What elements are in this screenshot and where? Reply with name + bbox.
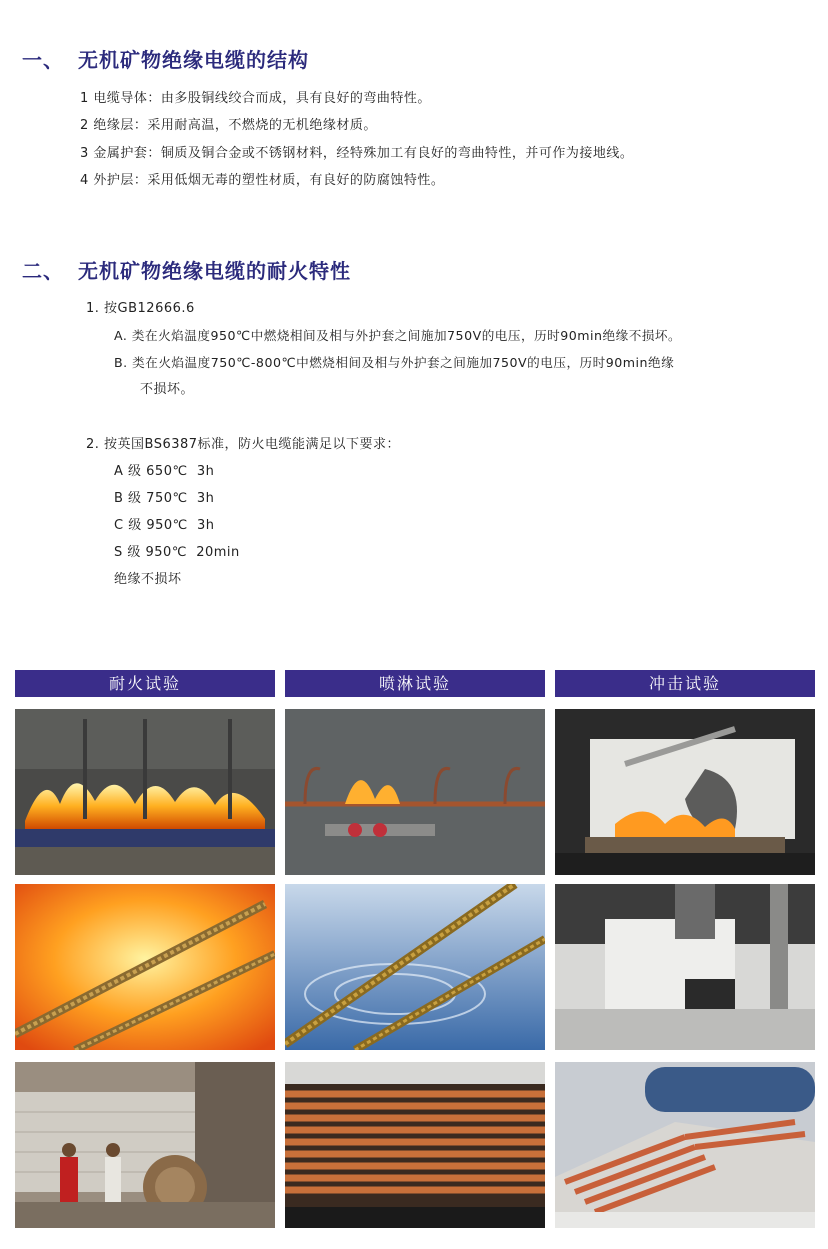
grade-footer: 绝缘不损坏: [114, 572, 182, 587]
structure-item-4: 4 外护层：采用低烟无毒的塑性材质，有良好的防腐蚀特性。: [80, 173, 445, 188]
fire-class-a: A. 类在火焰温度950℃中燃烧相间及相与外护套之间施加750V的电压，历时90min绝缘不损坏。: [114, 328, 682, 343]
section2-number: 二、: [22, 259, 64, 283]
fire-class-b-line2: 不损坏。: [140, 382, 195, 397]
fire-standard-gb-heading: 1. 按GB12666.6: [86, 301, 195, 316]
spray-test-photo-3: [285, 1062, 545, 1228]
fire-class-b-line1: B. 类在火焰温度750℃-800℃中燃烧相间及相与外护套之间施加750V的电压，历时90min绝缘: [114, 355, 675, 370]
section1-title-text: 无机矿物绝缘电缆的结构: [78, 48, 309, 72]
section2-title: [22, 255, 351, 284]
structure-item-1: 1 电缆导体：由多股铜线绞合而成，具有良好的弯曲特性。: [80, 91, 431, 106]
grade-s: S 级 950℃ 20min: [114, 545, 240, 560]
structure-item-3: 3 金属护套：铜质及铜合金或不锈钢材料，经特殊加工有良好的弯曲特性，并可作为接地线。: [80, 146, 634, 161]
section1-title: [22, 44, 309, 73]
impact-test-photo-2: [555, 884, 815, 1050]
grade-b: B 级 750℃ 3h: [114, 491, 215, 506]
fire-test-photo-3: [15, 1062, 275, 1228]
spray-test-photo-1: [285, 709, 545, 875]
structure-item-2: 2 绝缘层：采用耐高温，不燃烧的无机绝缘材质。: [80, 118, 377, 133]
section2-title-text: 无机矿物绝缘电缆的耐火特性: [78, 259, 351, 283]
grade-c: C 级 950℃ 3h: [114, 518, 215, 533]
impact-test-photo-1: [555, 709, 815, 875]
fire-standard-bs-heading: 2. 按英国BS6387标准，防火电缆能满足以下要求：: [86, 437, 401, 452]
grade-a: A 级 650℃ 3h: [114, 464, 215, 479]
spray-test-header: 喷淋试验: [285, 670, 545, 697]
section1-number: 一、: [22, 48, 64, 72]
impact-test-photo-3: [555, 1062, 815, 1228]
fire-test-header: 耐火试验: [15, 670, 275, 697]
fire-test-photo-2: [15, 884, 275, 1050]
impact-test-header: 冲击试验: [555, 670, 815, 697]
spray-test-photo-2: [285, 884, 545, 1050]
fire-test-photo-1: [15, 709, 275, 875]
